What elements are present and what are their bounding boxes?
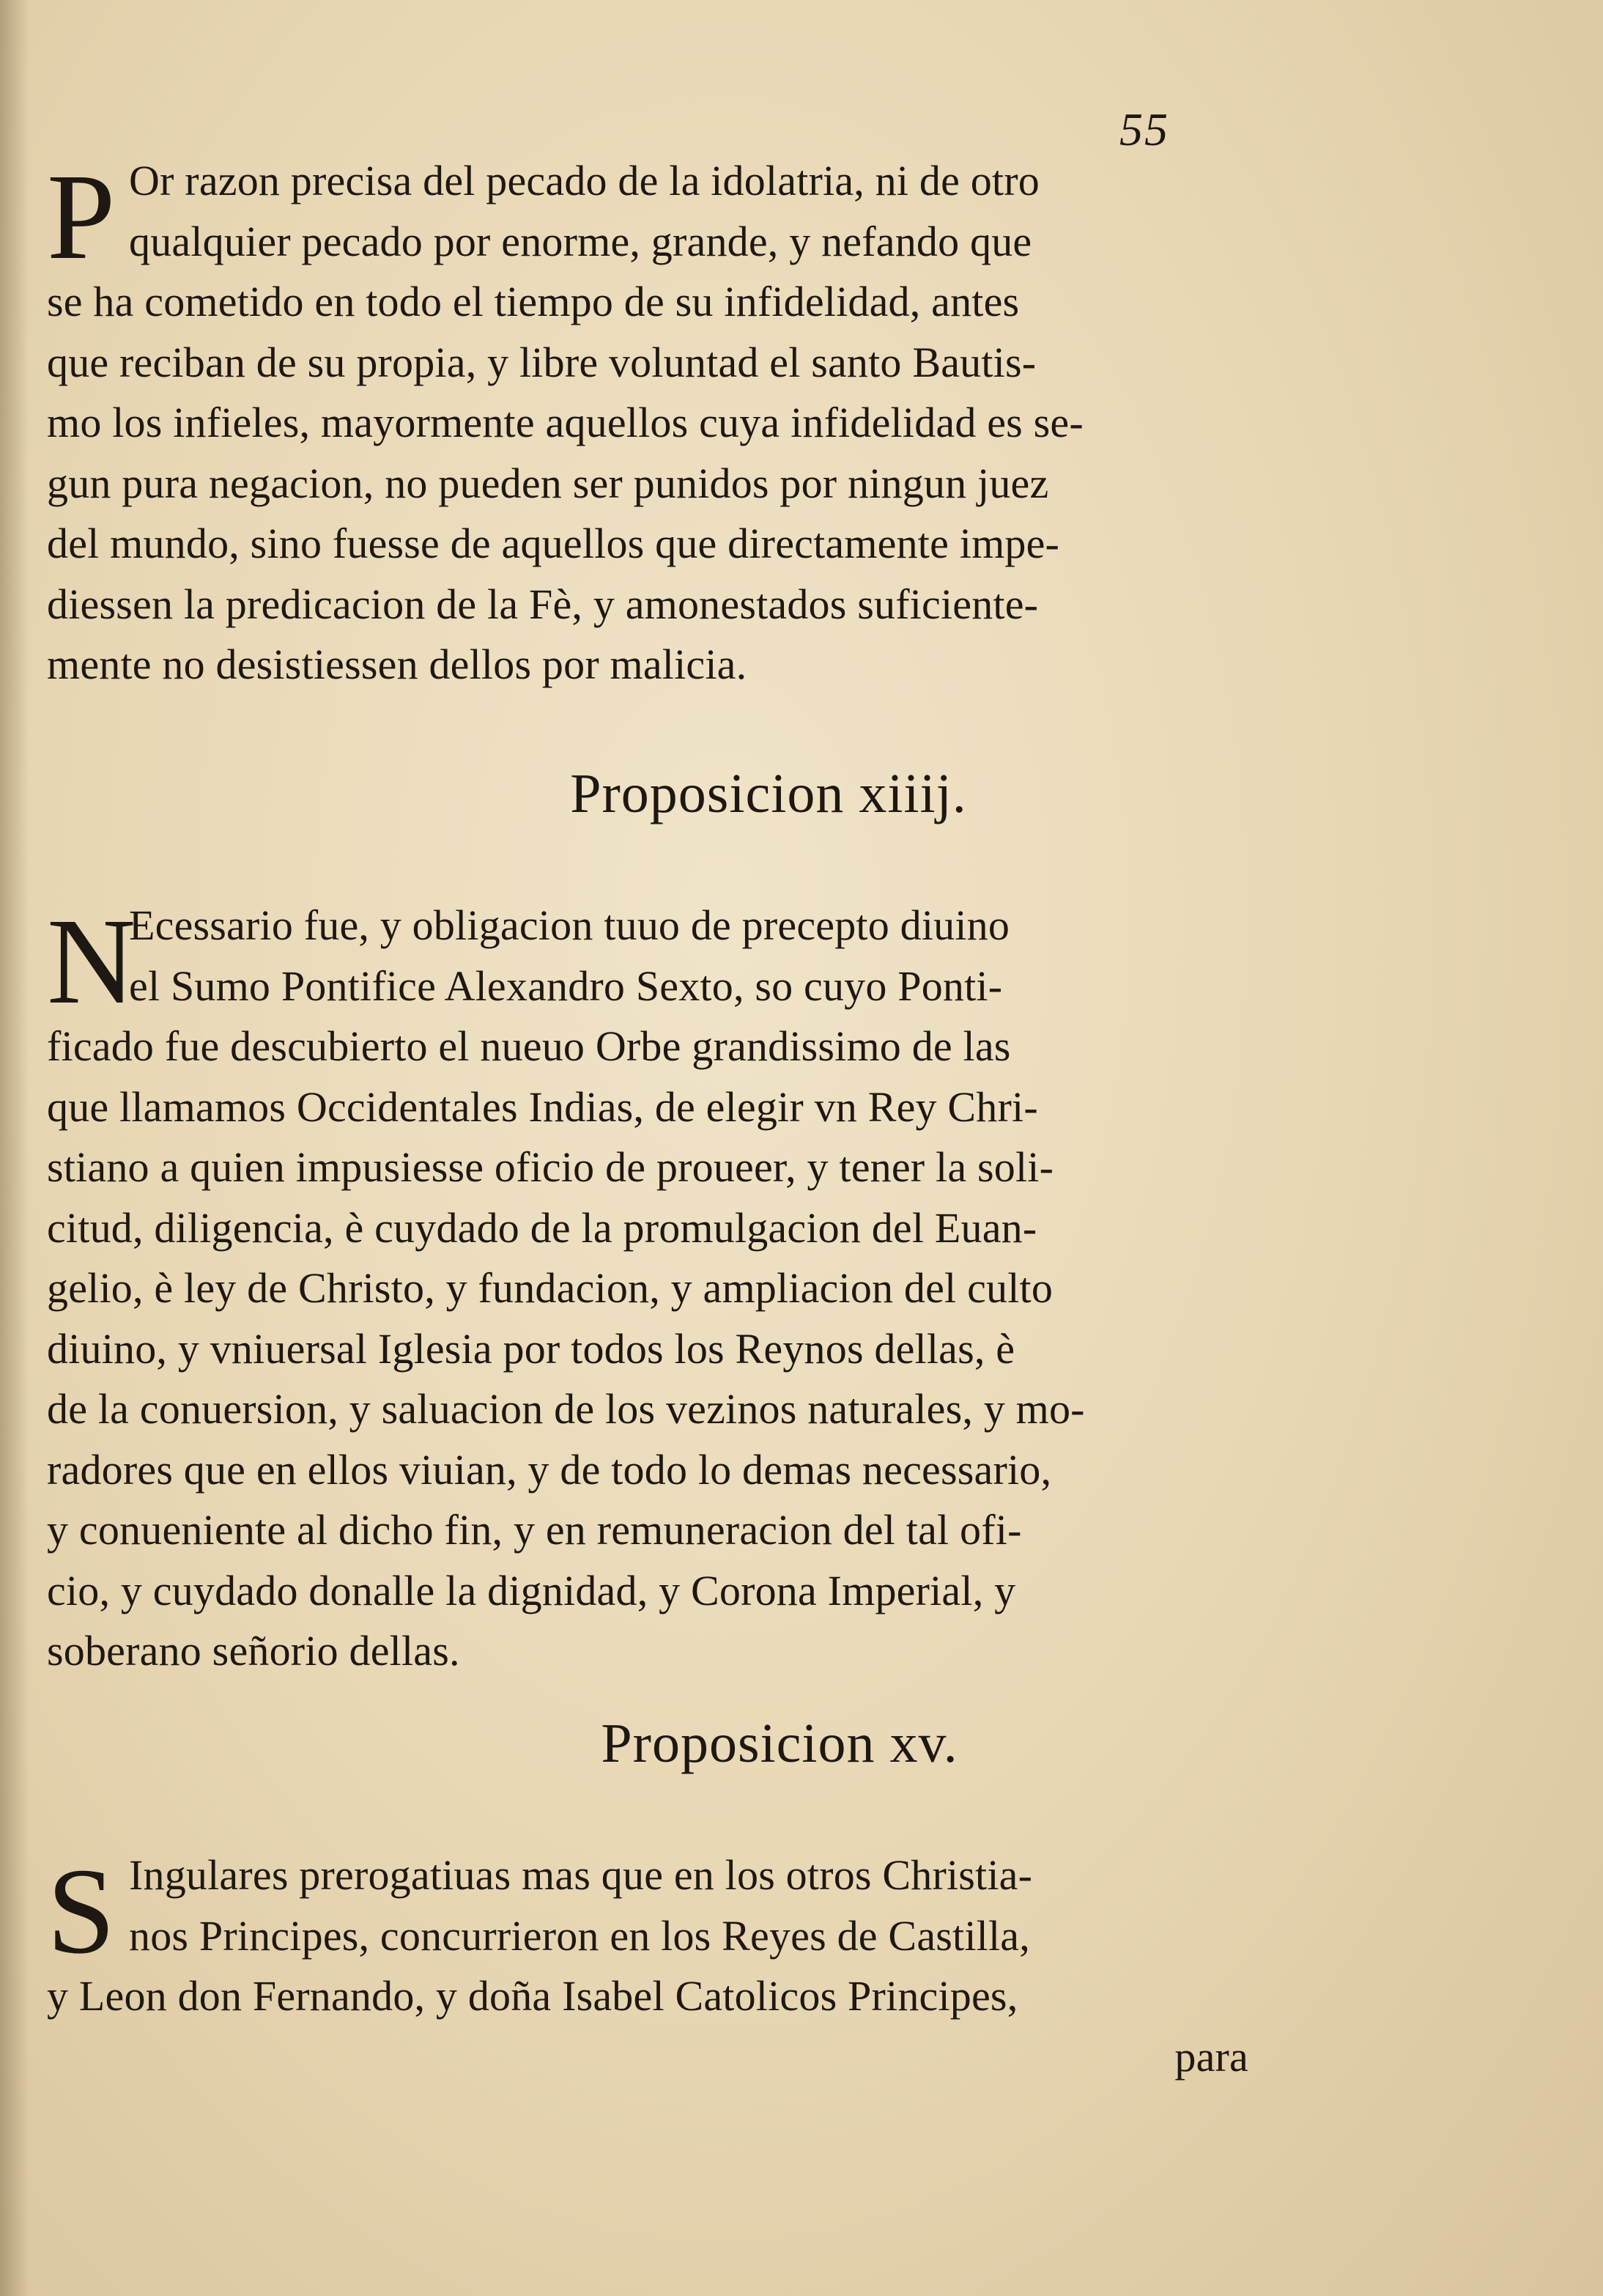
text-line: diessen la predicacion de la Fè, y amonestados suficiente-	[47, 580, 1039, 628]
text-line: radores que en ellos viuian, y de todo lo demas necessario,	[47, 1445, 1052, 1494]
spine-shadow	[0, 0, 29, 2296]
text-line: que reciban de su propia, y libre voluntad el santo Bautis-	[47, 338, 1037, 386]
text-line: stiano a quien impusiesse oficio de proueer, y tener la soli-	[47, 1143, 1054, 1191]
drop-cap: N	[47, 893, 136, 1030]
text-line: Ingulares prerogatiuas mas que en los otros Christia-	[129, 1851, 1033, 1899]
text-line: mente no desistiessen dellos por malicia.	[47, 641, 747, 688]
text-line: y conueniente al dicho fin, y en remuneracion del tal ofi-	[47, 1506, 1022, 1554]
text-line: cio, y cuydado donalle la dignidad, y Corona Imperial, y	[47, 1566, 1016, 1614]
paragraph-3	[47, 1845, 1248, 2087]
text-line: ficado fue descubierto el nueuo Orbe grandissimo de las	[47, 1022, 1011, 1070]
text-line: Ecessario fue, y obligacion tuuo de precepto diuino	[129, 901, 1010, 949]
text-line: mo los infieles, mayormente aquellos cuya infidelidad es se-	[47, 399, 1084, 446]
heading-text: Proposicion xv.	[601, 1713, 958, 1774]
text-line: gun pura negacion, no pueden ser punidos por ningun juez	[47, 459, 1049, 507]
heading-text: Proposicion xiiij.	[570, 763, 967, 824]
drop-cap: S	[47, 1843, 116, 1979]
catchword: para	[1174, 2032, 1248, 2081]
section-heading	[0, 762, 1603, 826]
page-number: 55	[1119, 103, 1169, 155]
text-line: qualquier pecado por enorme, grande, y nefando que	[129, 217, 1032, 265]
text-line: Or razon precisa del pecado de la idolatria, ni de otro	[129, 157, 1040, 204]
text-line: de la conuersion, y saluacion de los vezinos naturales, y mo-	[47, 1385, 1085, 1433]
text-line: del mundo, sino fuesse de aquellos que directamente impe-	[47, 520, 1060, 567]
text-line: el Sumo Pontifice Alexandro Sexto, so cuyo Ponti-	[129, 961, 1003, 1010]
text-line: se ha cometido en todo el tiempo de su infidelidad, antes	[47, 278, 1020, 325]
drop-cap: P	[47, 149, 116, 285]
text-line: citud, diligencia, è cuydado de la promulgacion del Euan-	[47, 1203, 1037, 1252]
text-line: diuino, y vniuersal Iglesia por todos los Reynos dellas, è	[47, 1324, 1015, 1373]
paragraph-2	[47, 893, 1248, 1682]
text-line: nos Principes, concurrieron en los Reyes de Castilla,	[129, 1911, 1030, 1960]
text-line: que llamamos Occidentales Indias, de elegir vn Rey Chri-	[47, 1082, 1038, 1131]
text-line: y Leon don Fernando, y doña Isabel Catolicos Principes,	[47, 1972, 1018, 2020]
text-line: soberano señorio dellas.	[47, 1627, 460, 1675]
section-heading	[0, 1712, 1603, 1776]
paragraph-1	[47, 151, 1248, 695]
text-line: gelio, è ley de Christo, y fundacion, y ampliacion del culto	[47, 1264, 1054, 1312]
